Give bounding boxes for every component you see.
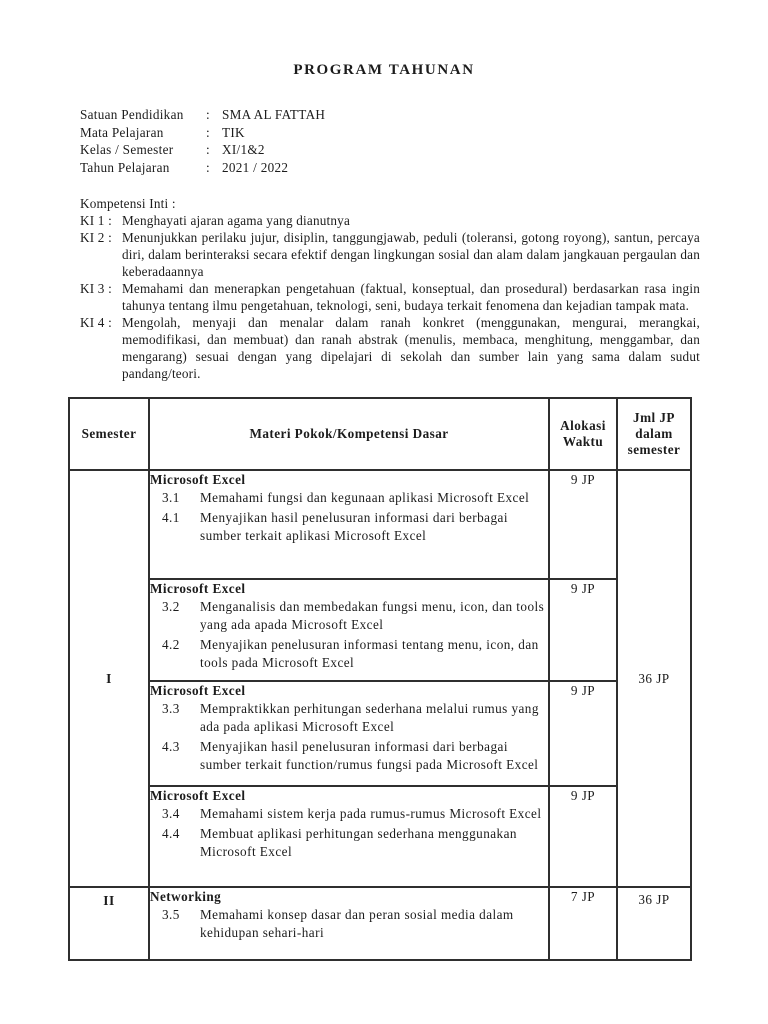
kd-text: Menyajikan hasil penelusuran informasi dari berbagai sumber terkait aplikasi Microsoft Excel: [200, 510, 508, 543]
materi-title: Microsoft Excel: [150, 788, 246, 803]
info-row-tahun-pelajaran: [80, 159, 700, 177]
kd-text: Mempraktikkan perhitungan sederhana melalui rumus yang ada pada aplikasi Microsoft Excel: [200, 701, 539, 734]
ki-text: Mengolah, menyaji dan menalar dalam ranah konkret (menggunakan, mengurai, merangkai, memodifikasi, dan membuat) dan ranah abstrak (menulis, membaca, menghitung, menggambar, dan mengarang) sesuai dengan yang dipelajari di sekolah dan sumber lain yang sama dalam sudut pandang/teori.: [122, 315, 700, 381]
ki-item-2: [80, 229, 700, 280]
table-header-row: [69, 398, 691, 470]
ki-item-1: [80, 212, 700, 229]
table-row: [69, 470, 691, 579]
ki-label: KI 1 :: [80, 213, 112, 228]
info-colon: :: [206, 159, 210, 175]
materi-title: Networking: [150, 889, 222, 904]
materi-cell-kd-3: [149, 681, 549, 786]
ki-text: Memahami dan menerapkan pengetahuan (faktual, konseptual, dan prosedural) berdasarkan rasa ingin tahunya tentang ilmu pengetahuan, teknologi, seni, budaya terkait fenomena dan kejadian tampak mata.: [122, 281, 700, 313]
ki-label: KI 3 :: [80, 281, 112, 296]
ki-text: Menghayati ajaran agama yang dianutnya: [122, 213, 351, 228]
info-row-mata-pelajaran: [80, 124, 700, 142]
kd-number: 3.1: [162, 490, 180, 505]
kd-number: 3.3: [162, 701, 180, 716]
kd-item: [162, 738, 548, 774]
alokasi-waktu-cell: 9 JP: [549, 470, 617, 579]
kd-number: 4.1: [162, 510, 180, 525]
jml-jp-semester-2-cell: 36 JP: [617, 887, 691, 960]
col-header-materi: Materi Pokok/Kompetensi Dasar: [149, 398, 549, 470]
info-colon: :: [206, 142, 210, 157]
document-title: PROGRAM TAHUNAN: [293, 62, 475, 78]
materi-cell-kd-5: [149, 887, 549, 960]
ki-item-4: [80, 314, 700, 382]
kd-item: [162, 805, 548, 823]
table-row: [69, 887, 691, 960]
prota-table: [68, 397, 692, 961]
kd-item: [162, 509, 548, 545]
ki-label: KI 4 :: [80, 315, 112, 330]
kd-number: 3.2: [162, 599, 180, 614]
col-header-semester: Semester: [69, 398, 149, 470]
info-colon: :: [206, 107, 210, 122]
table-row: [69, 681, 691, 786]
kompetensi-inti-heading: Kompetensi Inti :: [80, 196, 176, 211]
kd-text: Memahami sistem kerja pada rumus-rumus Microsoft Excel: [200, 806, 542, 821]
kd-item: [162, 598, 548, 634]
semester-2-cell: II: [69, 887, 149, 960]
materi-cell-kd-4: [149, 786, 549, 887]
info-value: TIK: [222, 124, 245, 140]
kd-number: 4.2: [162, 637, 180, 652]
kd-item: [162, 489, 548, 507]
table-row: [69, 579, 691, 681]
document-info-block: [80, 106, 700, 176]
kd-text: Menyajikan hasil penelusuran informasi dari berbagai sumber terkait function/rumus fungsi pada Microsoft Excel: [200, 739, 539, 772]
materi-cell-kd-2: [149, 579, 549, 681]
kd-text: Memahami konsep dasar dan peran sosial media dalam kehidupan sehari-hari: [200, 907, 514, 940]
alokasi-waktu-cell: 7 JP: [549, 887, 617, 960]
info-row-kelas-semester: [80, 141, 700, 159]
table-row: [69, 786, 691, 887]
info-row-satuan-pendidikan: [80, 106, 700, 124]
materi-title: Microsoft Excel: [150, 683, 246, 698]
kd-text: Menganalisis dan membedakan fungsi menu, icon, dan tools yang ada apada Microsoft Excel: [200, 599, 545, 632]
ki-text: Menunjukkan perilaku jujur, disiplin, tanggungjawab, peduli (toleransi, gotong royong), santun, percaya diri, dalam berinteraksi secara efektif dengan lingkungan sosial dan alam dalam jangkauan pergaulan dan keberadaannya: [122, 230, 700, 279]
info-colon: :: [206, 124, 210, 140]
alokasi-waktu-cell: 9 JP: [549, 681, 617, 786]
kd-number: 3.5: [162, 907, 180, 922]
info-value: XI/1&2: [222, 142, 265, 157]
materi-title: Microsoft Excel: [150, 472, 246, 487]
kd-item: [162, 636, 548, 672]
semester-1-cell: I: [69, 470, 149, 887]
info-label: Kelas / Semester: [80, 142, 174, 157]
jml-jp-semester-1-cell: 36 JP: [617, 470, 691, 887]
info-label: Tahun Pelajaran: [80, 159, 170, 175]
kd-text: Memahami fungsi dan kegunaan aplikasi Microsoft Excel: [200, 490, 530, 505]
kompetensi-inti-section: [80, 195, 700, 382]
kd-text: Menyajikan penelusuran informasi tentang menu, icon, dan tools pada Microsoft Excel: [200, 637, 539, 670]
ki-item-3: [80, 280, 700, 314]
kd-number: 3.4: [162, 806, 180, 821]
col-header-jml-jp: Jml JP dalam semester: [617, 398, 691, 470]
materi-title: Microsoft Excel: [150, 581, 246, 596]
info-value: 2021 / 2022: [222, 159, 289, 175]
kd-item: [162, 906, 548, 942]
kd-item: [162, 700, 548, 736]
kd-item: [162, 825, 548, 861]
kd-number: 4.3: [162, 739, 180, 754]
info-label: Mata Pelajaran: [80, 124, 164, 140]
kd-number: 4.4: [162, 826, 180, 841]
alokasi-waktu-cell: 9 JP: [549, 579, 617, 681]
info-label: Satuan Pendidikan: [80, 107, 184, 122]
info-value: SMA AL FATTAH: [222, 107, 326, 122]
materi-cell-kd-1: [149, 470, 549, 579]
col-header-alokasi-waktu: Alokasi Waktu: [549, 398, 617, 470]
alokasi-waktu-cell: 9 JP: [549, 786, 617, 887]
ki-label: KI 2 :: [80, 230, 112, 245]
kd-text: Membuat aplikasi perhitungan sederhana menggunakan Microsoft Excel: [200, 826, 517, 859]
